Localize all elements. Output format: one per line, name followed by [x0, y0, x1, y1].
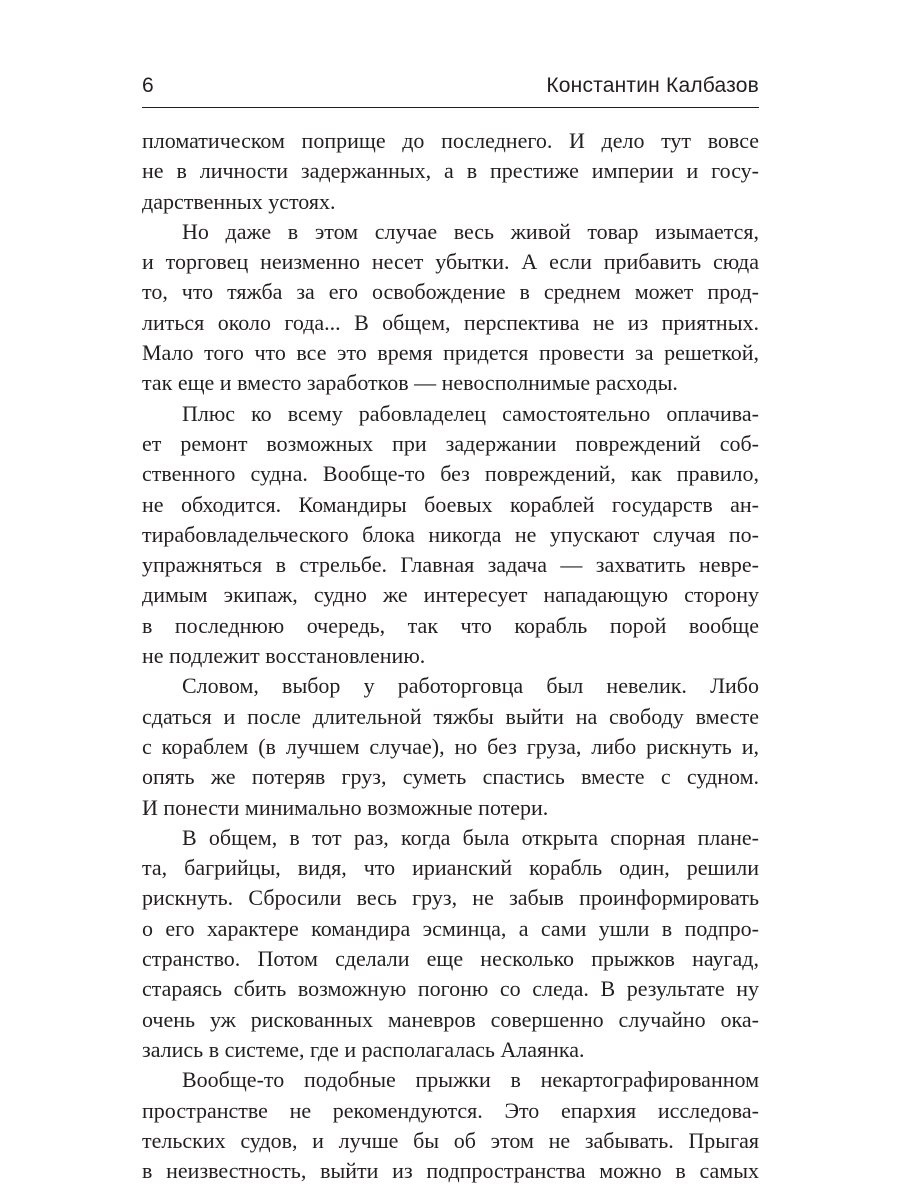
text-line: рискнуть. Сбросили весь груз, не забыв проинформировать [142, 885, 759, 911]
text-line: ет ремонт возможных при задержании повреждений соб- [142, 430, 759, 456]
running-head-author: Константин Калбазов [546, 74, 759, 97]
text-line: И понести минимально возможные потери. [142, 794, 549, 820]
text-line: очень уж рискованных маневров совершенно случайно ока- [142, 1006, 759, 1032]
text-line: в неизвестность, выйти из подпространства можно в самых [142, 1158, 759, 1184]
text-line: Плюс ко всему рабовладелец самостоятельно оплачива- [182, 400, 759, 426]
text-line: и торговец неизменно несет убытки. А если прибавить сюда [142, 249, 759, 275]
page-number: 6 [142, 74, 154, 97]
text-line: димым экипаж, судно же интересует нападающую сторону [142, 582, 759, 608]
text-line: в последнюю очередь, так что корабль порой вообще [142, 612, 759, 638]
text-line: странство. Потом сделали еще несколько прыжков наугад, [142, 946, 759, 972]
text-line: Словом, выбор у работорговца был невелик. Либо [182, 673, 759, 699]
paragraph [142, 217, 759, 399]
text-line: упражняться в стрельбе. Главная задача — захватить невре- [142, 552, 759, 578]
text-line: стараясь сбить возможную погоню со следа. В результате ну [142, 976, 759, 1002]
text-line: Но даже в этом случае весь живой товар изымается, [182, 218, 759, 244]
text-line: Вообще-то подобные прыжки в некартографированном [182, 1067, 759, 1093]
text-line: зались в системе, где и располагалась Алаянка. [142, 1036, 585, 1062]
text-line: не подлежит восстановлению. [142, 643, 426, 669]
text-line: та, багрийцы, видя, что ирианский корабль один, решили [142, 855, 759, 881]
text-line: В общем, в тот раз, когда была открыта спорная плане- [182, 824, 759, 850]
text-line: не обходится. Командиры боевых кораблей государств ан- [142, 491, 759, 517]
text-line: тельских судов, и лучше бы об этом не забывать. Прыгая [142, 1127, 759, 1153]
text-line: пломатическом поприще до последнего. И дело тут вовсе [142, 128, 759, 153]
paragraph [142, 823, 759, 1065]
paragraph [142, 671, 759, 822]
text-line: с кораблем (в лучшем случае), но без груза, либо рискнуть и, [142, 733, 759, 759]
text-line: пространстве не рекомендуются. Это епархия исследова- [142, 1097, 759, 1123]
page-header [142, 74, 759, 106]
text-line: ственного судна. Вообще-то без повреждений, как правило, [142, 461, 759, 487]
text-line: опять же потеряв груз, суметь спастись вместе с судном. [142, 764, 759, 790]
text-line: сдаться и после длительной тяжбы выйти на свободу вместе [142, 703, 759, 729]
text-line: то, что тяжба за его освобождение в среднем может прод- [142, 279, 759, 305]
paragraph [142, 399, 759, 672]
text-line: о его характере командира эсминца, а сами ушли в подпро- [142, 915, 759, 941]
paragraph [142, 126, 759, 217]
text-line: дарственных устоях. [142, 188, 336, 214]
text-line: литься около года... В общем, перспектива не из приятных. [142, 309, 759, 335]
text-line: Мало того что все это время придется провести за решеткой, [142, 340, 759, 366]
header-rule [142, 107, 759, 108]
body-text [142, 126, 759, 1186]
text-line: не в личности задержанных, а в престиже империи и госу- [142, 158, 759, 184]
text-line: так еще и вместо заработков — невосполнимые расходы. [142, 370, 678, 396]
paragraph [142, 1065, 759, 1186]
text-line: тирабовладельческого блока никогда не упускают случая по- [142, 521, 759, 547]
